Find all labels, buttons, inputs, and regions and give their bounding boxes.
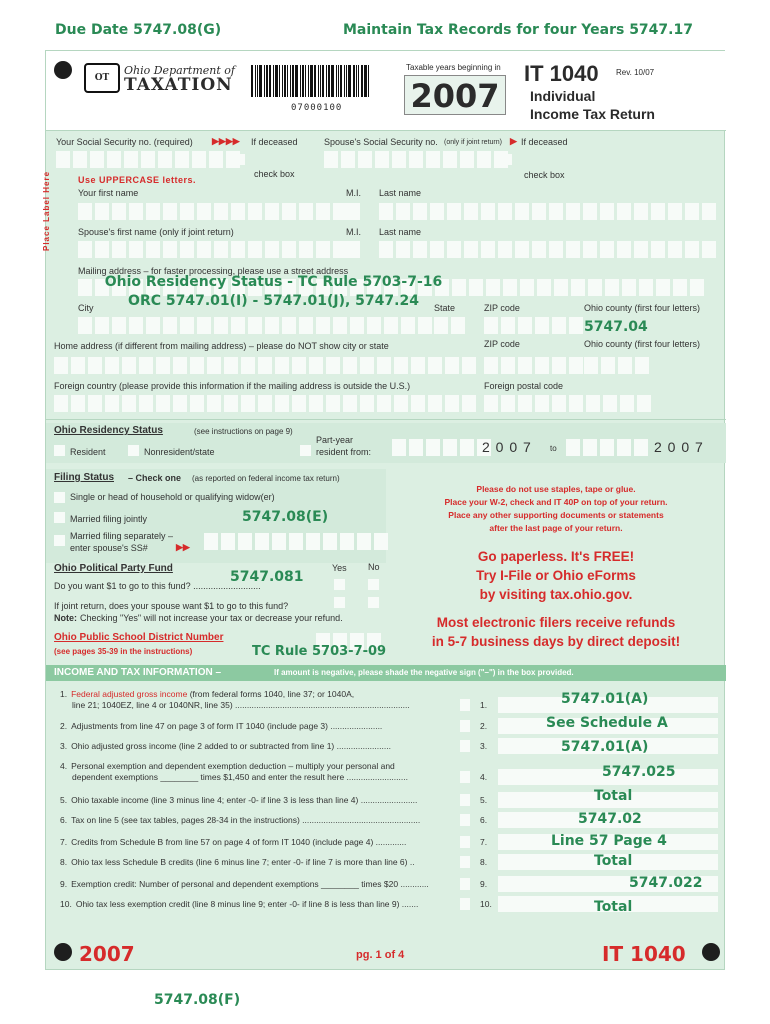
ohio-logo-icon: OT — [84, 63, 120, 93]
foreign-postal-label: Foreign postal code — [484, 381, 564, 391]
line-end-number: 4. — [480, 772, 488, 782]
barcode-bar — [353, 65, 355, 97]
barcode-bar — [305, 65, 306, 97]
spouse-ss-input[interactable] — [204, 533, 388, 550]
separate-checkbox[interactable] — [54, 535, 65, 546]
line9-annotation: 5747.022 — [629, 875, 703, 891]
party-yes-checkbox[interactable] — [334, 579, 345, 590]
barcode-bar — [331, 65, 334, 97]
line7-annotation: Line 57 Page 4 — [551, 833, 667, 849]
barcode-bar — [257, 65, 258, 97]
line10-annotation: Total — [594, 899, 633, 915]
bottom-note: 5747.08(F) — [154, 992, 241, 1008]
income-line-cont: line 21; 1040EZ, line 4 or 1040NR, line 35) .......................................................................... — [72, 700, 410, 710]
filing-annotation: 5747.08(E) — [242, 509, 329, 525]
county-annotation: 5747.04 — [584, 319, 648, 335]
barcode-bar — [290, 65, 291, 97]
ssn-arrows: ▶▶▶▶ — [212, 136, 240, 146]
staples-line-4: after the last page of your return. — [489, 523, 623, 533]
line-number: 5. — [60, 795, 68, 805]
line-text: Exemption credit: Number of personal and dependent exemptions ________ times $20 ............ — [71, 879, 429, 889]
income-line — [60, 857, 415, 867]
negative-sign-box[interactable] — [460, 856, 470, 868]
barcode-bar — [259, 65, 262, 97]
spouse-party-no-checkbox[interactable] — [368, 597, 379, 608]
barcode-bar — [364, 65, 367, 97]
line-text: Adjustments from line 47 on page 3 of form IT 1040 (include page 3) ...................... — [71, 721, 383, 731]
last-name-input[interactable] — [379, 203, 716, 220]
paperless-line-3: by visiting tax.ohio.gov. — [479, 587, 633, 602]
line-end-number: 10. — [480, 899, 492, 909]
line-text: Ohio taxable income (line 3 minus line 4; enter -0- if line 3 is less than line 4) ........................ — [71, 795, 418, 805]
paperless-notice — [396, 547, 716, 604]
mi-input[interactable] — [346, 203, 360, 220]
negative-sign-box[interactable] — [460, 740, 470, 752]
spouse-first-name-label: Spouse's first name (only if joint return) — [78, 227, 234, 237]
single-label: Single or head of household or qualifying widow(er) — [70, 492, 275, 502]
line-number: 8. — [60, 857, 68, 867]
partyear-label-2: resident from: — [316, 447, 372, 457]
state-label: State — [434, 303, 456, 313]
income-line — [60, 761, 395, 771]
line4-annotation: 5747.025 — [602, 764, 676, 780]
school-title: Ohio Public School District Number — [54, 632, 224, 643]
line4b-annotation: Total — [594, 788, 633, 804]
refund-line-2: in 5-7 business days by direct deposit! — [431, 634, 681, 649]
deceased-checkbox[interactable] — [234, 154, 245, 165]
filing-note: (as reported on federal income tax return) — [192, 474, 340, 483]
home-address-label: Home address (if different from mailing address) – please do NOT show city or state — [54, 341, 389, 351]
spouse-mi-label: M.I. — [346, 227, 361, 237]
partyear-checkbox[interactable] — [300, 445, 311, 456]
income-line — [60, 899, 418, 909]
spouse-deceased-checkbox[interactable] — [501, 154, 512, 165]
line-text: Ohio adjusted gross income (line 2 added to or subtracted from line 1) ....................... — [71, 741, 391, 751]
paperless-line-2: Try I-File or Ohio eForms — [476, 568, 636, 583]
form-id: IT 1040 — [524, 61, 599, 86]
negative-sign-box[interactable] — [460, 878, 470, 890]
tax-year: 2007 — [410, 77, 500, 115]
check-box-label: check box — [254, 169, 295, 179]
barcode-bar — [326, 65, 327, 97]
zip-label-2: ZIP code — [484, 339, 520, 349]
filing-title: Filing Status — [54, 472, 114, 483]
line-number: 4. — [60, 761, 68, 771]
line-text: Tax on line 5 (see tax tables, pages 28-34 in the instructions) .................................................. — [71, 815, 421, 825]
barcode-bar — [356, 65, 357, 97]
it1040-form — [42, 50, 725, 970]
line-end-number: 7. — [480, 837, 488, 847]
barcode-bar — [346, 65, 347, 97]
barcode-bar — [266, 65, 268, 97]
party-note-label: Note: — [54, 613, 77, 623]
line-text: Personal exemption and dependent exemption deduction – multiply your personal and — [71, 761, 395, 771]
barcode-bar — [310, 65, 313, 97]
staples-line-2: Place your W-2, check and IT 40P on top of your return. — [444, 497, 668, 507]
barcode-bar — [295, 65, 298, 97]
yes-label: Yes — [332, 563, 347, 573]
home-address-input[interactable] — [54, 357, 476, 374]
home-county-input[interactable] — [584, 357, 649, 374]
spouse-last-name-label: Last name — [379, 227, 422, 237]
line-number: 3. — [60, 741, 68, 751]
barcode-bar — [340, 65, 342, 97]
first-name-label: Your first name — [78, 188, 139, 198]
party-q1: Do you want $1 to go to this fund? ........................... — [54, 581, 261, 591]
separate-arrows: ▶▶ — [176, 542, 190, 552]
footer-form-id: IT 1040 — [602, 942, 686, 966]
school-note: (see pages 35-39 in the instructions) — [54, 647, 193, 656]
spouse-mi-input[interactable] — [346, 241, 360, 258]
divider — [46, 419, 726, 420]
separate-label-1: Married filing separately – — [70, 531, 174, 541]
party-q2: If joint return, does your spouse want $1 to go to this fund? — [54, 601, 289, 611]
income-line — [60, 721, 382, 731]
party-note: Checking "Yes" will not increase your tax or decrease your refund. — [80, 613, 343, 623]
line-end-number: 8. — [480, 857, 488, 867]
line-number: 2. — [60, 721, 68, 731]
school-annotation: TC Rule 5703-7-09 — [252, 644, 387, 659]
staples-notice — [396, 483, 716, 535]
party-annotation: 5747.081 — [230, 569, 304, 585]
line-number: 9. — [60, 879, 68, 889]
negative-sign-box[interactable] — [460, 720, 470, 732]
place-label-here: Place Label Here — [42, 170, 51, 251]
barcode-bar — [320, 65, 321, 97]
resident-checkbox[interactable] — [54, 445, 65, 456]
negative-sign-box[interactable] — [460, 794, 470, 806]
nonresident-label: Nonresident/state — [144, 447, 215, 457]
uppercase-note: Use UPPERCASE letters. — [78, 175, 197, 185]
page-number: pg. 1 of 4 — [356, 949, 405, 961]
barcode-bar — [269, 65, 271, 97]
barcode-bar — [314, 65, 316, 97]
barcode-bar — [302, 65, 304, 97]
line-number: 7. — [60, 837, 68, 847]
line5-annotation: 5747.02 — [578, 811, 642, 827]
no-label: No — [368, 562, 380, 572]
nonresident-checkbox[interactable] — [128, 445, 139, 456]
income-line — [60, 689, 354, 699]
due-date-note: Due Date 5747.08(G) — [55, 22, 222, 38]
staples-line-1: Please do not use staples, tape or glue. — [476, 484, 636, 494]
spouse-ssn-input[interactable] — [324, 151, 508, 168]
partyear-from-input[interactable] — [392, 439, 491, 456]
line-end-number: 6. — [480, 815, 488, 825]
city-label: City — [78, 303, 94, 313]
city-input[interactable] — [78, 317, 432, 334]
if-deceased-label: If deceased — [251, 137, 298, 147]
agency-line2: TAXATION — [124, 75, 233, 95]
form-title-2: Income Tax Return — [530, 106, 655, 122]
line1-annotation: 5747.01(A) — [561, 691, 649, 707]
barcode — [251, 65, 371, 97]
barcode-bar — [368, 65, 369, 97]
line-end-number: 2. — [480, 721, 488, 731]
maintain-records-note: Maintain Tax Records for four Years 5747.17 — [343, 22, 693, 38]
foreign-country-input[interactable] — [54, 395, 476, 412]
refund-line-1: Most electronic filers receive refunds — [436, 615, 676, 630]
income-header-bar — [46, 665, 726, 681]
income-line-cont: dependent exemptions ________ times $1,450 and enter the result here .......................... — [72, 772, 408, 782]
line-end-number: 9. — [480, 879, 488, 889]
joint-label: Married filing jointly — [70, 514, 148, 524]
barcode-bar — [348, 65, 351, 97]
party-title: Ohio Political Party Fund — [54, 563, 173, 574]
residency-note: (see instructions on page 9) — [194, 427, 293, 436]
line8-annotation: Total — [594, 853, 633, 869]
joint-checkbox[interactable] — [54, 512, 65, 523]
mailing-address-label: Mailing address – for faster processing, please use a street address — [78, 266, 349, 276]
line-number: 6. — [60, 815, 68, 825]
first-name-input[interactable] — [78, 203, 347, 220]
line-end-number: 3. — [480, 741, 488, 751]
home-zip-input[interactable] — [484, 357, 583, 374]
barcode-bar — [338, 65, 339, 97]
last-name-label: Last name — [379, 188, 422, 198]
barcode-bar — [358, 65, 359, 97]
spouse-party-yes-checkbox[interactable] — [334, 597, 345, 608]
line-end-number: 5. — [480, 795, 488, 805]
barcode-bar — [322, 65, 324, 97]
separate-label-2: enter spouse's SS# — [70, 543, 148, 553]
barcode-bar — [308, 65, 309, 97]
zip-input[interactable] — [484, 317, 583, 334]
negative-sign-box[interactable] — [460, 771, 470, 783]
zip-label: ZIP code — [484, 303, 520, 313]
spouse-ssn-arrow: ▶ — [510, 136, 517, 146]
income-line — [60, 837, 406, 847]
partyear-to-input[interactable] — [566, 439, 648, 456]
foreign-country-label: Foreign country (please provide this information if the mailing address is outside the U.S.) — [54, 381, 411, 391]
line-text: Ohio tax less Schedule B credits (line 6 minus line 7; enter -0- if line 7 is more than line 6) .. — [71, 857, 415, 867]
taxable-years-label: Taxable years beginning in — [406, 63, 501, 72]
partyear-label-1: Part-year — [316, 435, 354, 445]
barcode-bar — [328, 65, 330, 97]
line-red-label: Federal adjusted gross income — [71, 689, 188, 699]
year-box — [404, 75, 506, 115]
residency-title: Ohio Residency Status — [54, 425, 163, 436]
line-text: (from federal forms 1040, line 37; or 1040A, — [187, 689, 355, 699]
spouse-check-box-label: check box — [524, 170, 565, 180]
form-header — [46, 51, 726, 131]
barcode-bar — [318, 65, 319, 97]
staples-line-3: Place any other supporting documents or statements — [448, 510, 664, 520]
barcode-bar — [279, 65, 280, 97]
barcode-bar — [287, 65, 288, 97]
barcode-bar — [284, 65, 286, 97]
negative-sign-box[interactable] — [460, 898, 470, 910]
county-label: Ohio county (first four letters) — [584, 303, 701, 313]
line-number: 10. — [60, 899, 72, 909]
barcode-bar — [273, 65, 274, 97]
barcode-bar — [336, 65, 337, 97]
barcode-bar — [251, 65, 253, 97]
barcode-bar — [282, 65, 283, 97]
line2-annotation: See Schedule A — [546, 715, 668, 731]
state-input[interactable] — [434, 317, 465, 334]
line-text: Ohio tax less exemption credit (line 8 minus line 9; enter -0- if line 8 is less than line 9) ....... — [75, 899, 419, 909]
mi-label: M.I. — [346, 188, 361, 198]
form-title-1: Individual — [530, 88, 596, 104]
line3-annotation: 5747.01(A) — [561, 739, 649, 755]
footer-dot-left — [54, 943, 72, 961]
single-checkbox[interactable] — [54, 492, 65, 503]
income-line — [60, 879, 429, 889]
partyear-to-year: 2 0 0 7 — [654, 439, 704, 455]
income-line — [60, 795, 417, 805]
income-line — [60, 815, 420, 825]
income-header-note: If amount is negative, please shade the negative sign ("–") in the box provided. — [274, 668, 574, 677]
barcode-bar — [264, 65, 265, 97]
registration-dot — [54, 61, 72, 79]
barcode-bar — [344, 65, 345, 97]
income-header: INCOME AND TAX INFORMATION – — [54, 667, 222, 678]
agency-line1: Ohio Department of — [124, 64, 235, 77]
income-line — [60, 741, 391, 751]
barcode-bar — [300, 65, 301, 97]
spouse-ssn-note: (only if joint return) — [444, 139, 502, 146]
barcode-bar — [275, 65, 278, 97]
refund-notice — [396, 613, 716, 651]
revision: Rev. 10/07 — [616, 68, 655, 77]
footer-year: 2007 — [79, 942, 135, 966]
footer-dot-right — [702, 943, 720, 961]
line-text: Credits from Schedule B from line 57 on page 4 of form IT 1040 (include page 4) ............. — [71, 837, 407, 847]
spouse-if-deceased-label: If deceased — [521, 137, 568, 147]
ssn-input[interactable] — [56, 151, 240, 168]
negative-sign-box[interactable] — [460, 699, 470, 711]
residency-annotation: Ohio Residency Status - TC Rule 5703-7-16 ORC 5747.01(I) - 5747.01(J), 5747.24 — [104, 274, 443, 309]
partyear-from-year: 2 0 0 7 — [482, 439, 532, 455]
negative-sign-box[interactable] — [460, 836, 470, 848]
negative-sign-box[interactable] — [460, 814, 470, 826]
to-label: to — [550, 444, 557, 453]
spouse-ssn-label: Spouse's Social Security no. — [324, 137, 438, 147]
ssn-label: Your Social Security no. (required) — [56, 137, 193, 147]
barcode-number: 07000100 — [291, 103, 343, 113]
barcode-bar — [255, 65, 256, 97]
barcode-bar — [292, 65, 294, 97]
check-one-label: – Check one — [128, 473, 182, 483]
spouse-last-name-input[interactable] — [379, 241, 716, 258]
foreign-postal-input[interactable] — [484, 395, 651, 412]
party-no-checkbox[interactable] — [368, 579, 379, 590]
county-label-2: Ohio county (first four letters) — [584, 339, 701, 349]
line-number: 1. — [60, 689, 68, 699]
barcode-bar — [361, 65, 363, 97]
line-end-number: 1. — [480, 700, 488, 710]
spouse-first-name-input[interactable] — [78, 241, 347, 258]
resident-label: Resident — [70, 447, 106, 457]
paperless-line-1: Go paperless. It's FREE! — [477, 549, 635, 564]
